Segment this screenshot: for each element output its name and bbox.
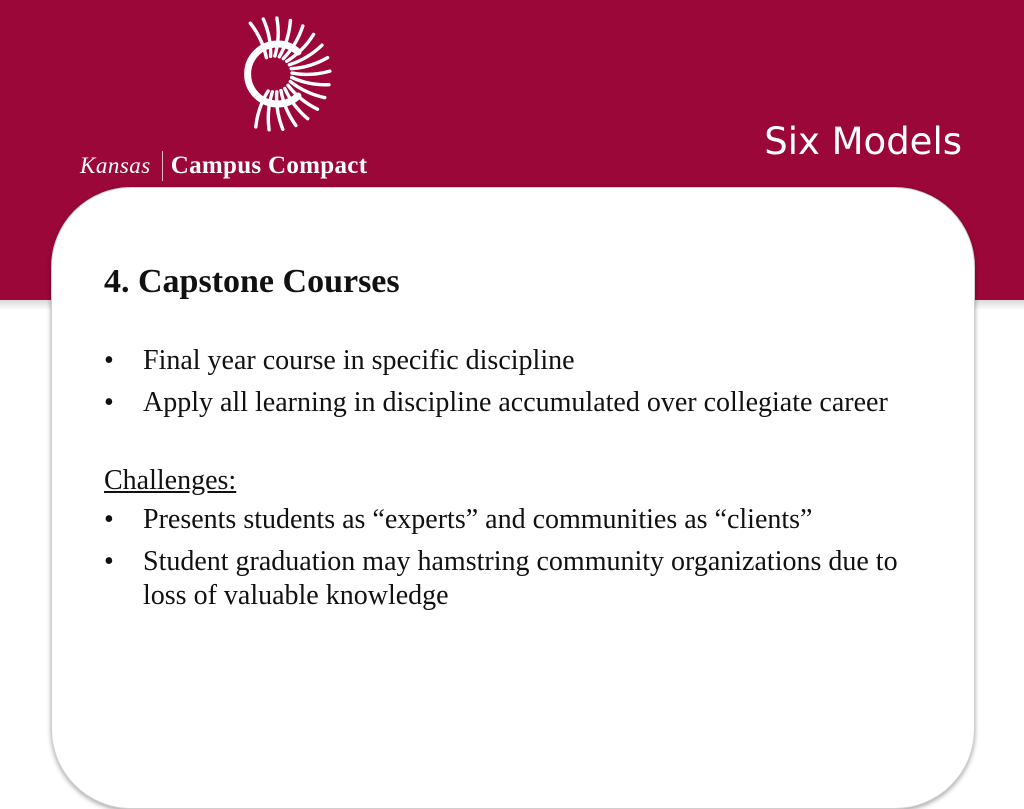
model-bullet-list <box>104 344 944 420</box>
bullet-text: Final year course in specific discipline <box>143 345 575 376</box>
list-item <box>104 344 944 378</box>
logo-wordmark <box>80 150 367 182</box>
list-item <box>104 503 944 537</box>
logo-kansas-text: Kansas <box>80 153 151 178</box>
section-heading: 4. Capstone Courses <box>104 263 400 300</box>
bullet-icon: • <box>104 345 114 376</box>
list-item <box>104 386 944 420</box>
logo-divider <box>162 151 163 181</box>
challenges-label: Challenges: <box>104 465 237 496</box>
bullet-icon: • <box>104 387 114 418</box>
challenges-bullet-list <box>104 503 944 613</box>
bullet-text: Student graduation may hamstring community organizations due to loss of valuable knowledge <box>143 546 898 611</box>
slide-title: Six Models <box>764 120 962 163</box>
sunburst-c-icon <box>212 12 337 137</box>
logo-ray <box>292 77 329 84</box>
bullet-text: Apply all learning in discipline accumulated over collegiate career <box>143 387 888 418</box>
logo-ray <box>275 18 278 56</box>
slide-content <box>104 258 944 621</box>
list-item <box>104 545 944 613</box>
bullet-icon: • <box>104 546 114 577</box>
logo-ray <box>268 92 272 130</box>
bullet-text: Presents students as “experts” and communities as “clients” <box>143 504 813 535</box>
bullet-icon: • <box>104 504 114 535</box>
logo-ray <box>292 71 330 74</box>
logo-campus-compact-text: Campus Compact <box>170 152 368 179</box>
